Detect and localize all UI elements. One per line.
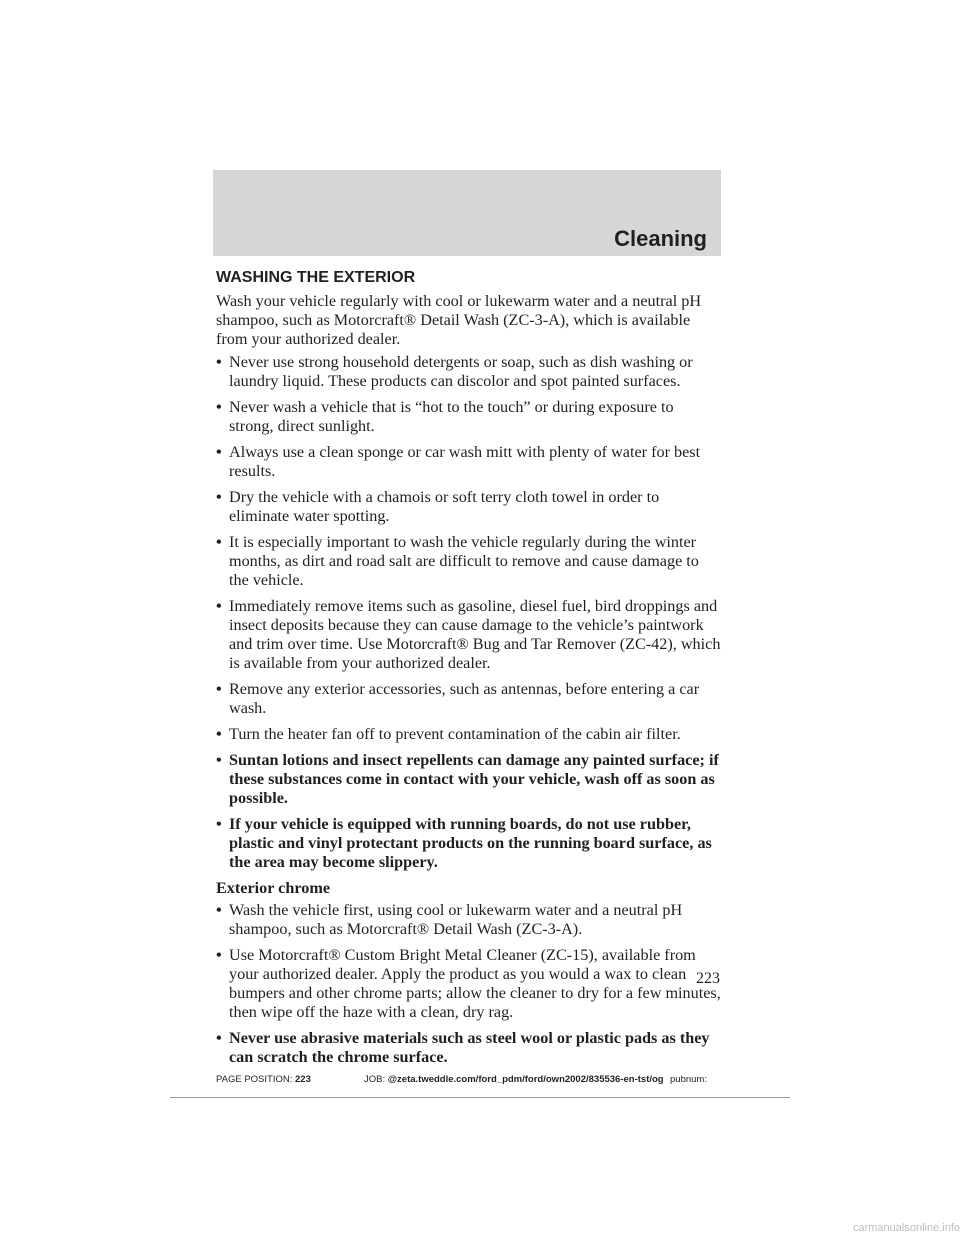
footer-job-value: @zeta.tweddle.com/ford_pdm/ford/own2002/835536-en-tst/og — [387, 1074, 664, 1085]
page-content — [216, 268, 722, 1074]
list-item-text: Never use abrasive materials such as steel wool or plastic pads as they can scratch the chrome surface. — [229, 1029, 710, 1066]
list-item — [216, 725, 722, 744]
list-item — [216, 815, 722, 872]
chrome-bullet-list — [216, 901, 722, 1067]
section-header-band — [213, 170, 721, 256]
bullet-icon: • — [216, 815, 222, 833]
list-item-text: If your vehicle is equipped with running boards, do not use rubber, plastic and vinyl protectant products on the running board surface, as the area may become slippery. — [229, 815, 712, 871]
list-item-text: Dry the vehicle with a chamois or soft terry cloth towel in order to eliminate water spotting. — [229, 488, 660, 525]
footer-position-value: 223 — [295, 1074, 311, 1085]
list-item-text: Always use a clean sponge or car wash mitt with plenty of water for best results. — [229, 443, 701, 480]
list-item-text: Turn the heater fan off to prevent contamination of the cabin air filter. — [229, 725, 681, 743]
list-item-text: Use Motorcraft® Custom Bright Metal Cleaner (ZC-15), available from your authorized dealer. Apply the product as you would a wax to clean bumpers and other chrome parts; allow the cleaner to dry for a few minutes, then wipe off the haze with a clean, dry rag. — [229, 946, 721, 1021]
bullet-icon: • — [216, 725, 222, 743]
footer-position-label: PAGE POSITION: — [216, 1074, 293, 1085]
list-item-text: Never wash a vehicle that is “hot to the touch” or during exposure to strong, direct sunlight. — [229, 398, 674, 435]
bullet-icon: • — [216, 680, 222, 698]
list-item-text: Remove any exterior accessories, such as antennas, before entering a car wash. — [229, 680, 700, 717]
watermark: carmanualsonline.info — [852, 1222, 960, 1234]
list-item — [216, 443, 722, 481]
bullet-icon: • — [216, 751, 222, 769]
list-item-text: Never use strong household detergents or soap, such as dish washing or laundry liquid. These products can discolor and spot painted surfaces. — [229, 353, 693, 390]
intro-paragraph: Wash your vehicle regularly with cool or lukewarm water and a neutral pH shampoo, such as Motorcraft® Detail Wash (ZC-3-A), which is available from your authorized dealer. — [216, 292, 702, 348]
bullet-icon: • — [216, 353, 222, 371]
list-item — [216, 751, 722, 808]
list-item — [216, 946, 722, 1022]
page-number: 223 — [696, 970, 720, 987]
bullet-icon: • — [216, 597, 222, 615]
washing-bullet-list — [216, 353, 722, 872]
footer-page-position — [216, 1074, 311, 1085]
list-item-text: Immediately remove items such as gasoline, diesel fuel, bird droppings and insect deposits because they can cause damage to the vehicle’s paintwork and trim over time. Use Motorcraft® Bug and Tar Remover (ZC-42), which is available from your authorized dealer. — [229, 597, 721, 672]
list-item — [216, 353, 722, 391]
footer-pubnum: pubnum: — [670, 1074, 707, 1085]
section-title: Cleaning — [614, 226, 707, 251]
bullet-icon: • — [216, 443, 222, 461]
bullet-icon: • — [216, 533, 222, 551]
list-item-text: Wash the vehicle first, using cool or lukewarm water and a neutral pH shampoo, such as Motorcraft® Detail Wash (ZC-3-A). — [229, 901, 683, 938]
list-item — [216, 597, 722, 673]
list-item — [216, 533, 722, 590]
page-heading: WASHING THE EXTERIOR — [216, 269, 416, 286]
list-item-text: It is especially important to wash the vehicle regularly during the winter months, as dirt and road salt are difficult to remove and cause damage to the vehicle. — [229, 533, 699, 589]
list-item — [216, 398, 722, 436]
list-item — [216, 901, 722, 939]
footer-job-label: JOB: — [364, 1074, 386, 1085]
subheading-exterior-chrome: Exterior chrome — [216, 879, 331, 897]
list-item — [216, 1029, 722, 1067]
bullet-icon: • — [216, 901, 222, 919]
bullet-icon: • — [216, 488, 222, 506]
footer-job — [364, 1074, 664, 1085]
bullet-icon: • — [216, 1029, 222, 1047]
footer-divider — [170, 1097, 790, 1098]
bullet-icon: • — [216, 398, 222, 416]
list-item — [216, 488, 722, 526]
bullet-icon: • — [216, 946, 222, 964]
list-item-text: Suntan lotions and insect repellents can damage any painted surface; if these substances come in contact with your vehicle, wash off as soon as possible. — [229, 751, 719, 807]
list-item — [216, 680, 722, 718]
